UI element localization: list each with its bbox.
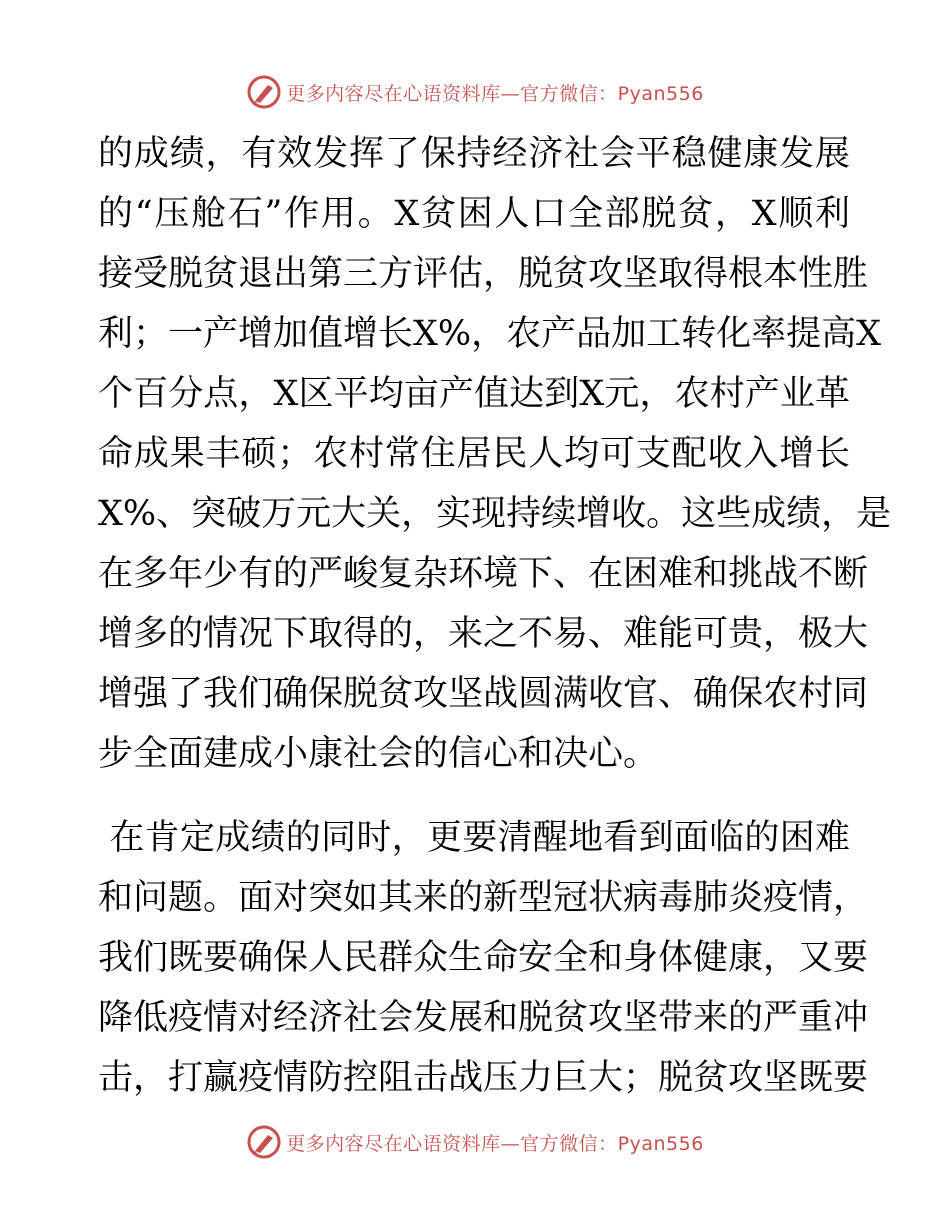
paragraph-gap [98, 784, 850, 808]
text-line: 在多年少有的严峻复杂环境下、在困难和挑战不断 [98, 554, 869, 594]
watermark-wechat-id: Pyan556 [617, 1132, 704, 1155]
text-line: 降低疫情对经济社会发展和脱贫攻坚带来的严重冲 [98, 998, 869, 1038]
watermark-text [286, 1129, 704, 1156]
watermark-text [286, 79, 704, 106]
watermark-label: 更多内容尽在心语资料库—官方微信： [286, 82, 618, 105]
header-watermark [0, 72, 950, 112]
paragraph [98, 124, 892, 784]
text-line: 在肯定成绩的同时，更要清醒地看到面临的困难 [98, 818, 850, 858]
text-line: 我们既要确保人民群众生命安全和身体健康，又要 [98, 938, 869, 978]
text-line: 步全面建成小康社会的信心和决心。 [98, 734, 659, 774]
text-line: 的成绩，有效发挥了保持经济社会平稳健康发展 [98, 134, 850, 174]
text-line: 接受脱贫退出第三方评估，脱贫攻坚取得根本性胜 [98, 254, 869, 294]
text-line: 的“压舱石”作用。X贫困人口全部脱贫，X顺利 [98, 194, 850, 234]
paragraph [98, 808, 869, 1108]
text-line: 增多的情况下取得的，来之不易、难能可贵，极大 [98, 614, 869, 654]
text-line: 利；一产增加值增长X%，农产品加工转化率提高X [98, 314, 882, 354]
text-line: 增强了我们确保脱贫攻坚战圆满收官、确保农村同 [98, 674, 869, 714]
text-line: 个百分点，X区平均亩产值达到X元，农村产业革 [98, 374, 850, 414]
text-line: 命成果丰硕；农村常住居民人均可支配收入增长 [98, 434, 850, 474]
pen-logo-icon [246, 74, 282, 110]
text-line: 和问题。面对突如其来的新型冠状病毒肺炎疫情， [98, 878, 869, 918]
text-line: X%、突破万元大关，实现持续增收。这些成绩，是 [98, 494, 892, 534]
watermark-label: 更多内容尽在心语资料库—官方微信： [286, 1132, 618, 1155]
text-line: 击，打赢疫情防控阻击战压力巨大；脱贫攻坚既要 [98, 1058, 869, 1098]
pen-logo-icon [246, 1124, 282, 1160]
document-body [98, 124, 892, 1108]
watermark-wechat-id: Pyan556 [617, 82, 704, 105]
footer-watermark [0, 1122, 950, 1162]
